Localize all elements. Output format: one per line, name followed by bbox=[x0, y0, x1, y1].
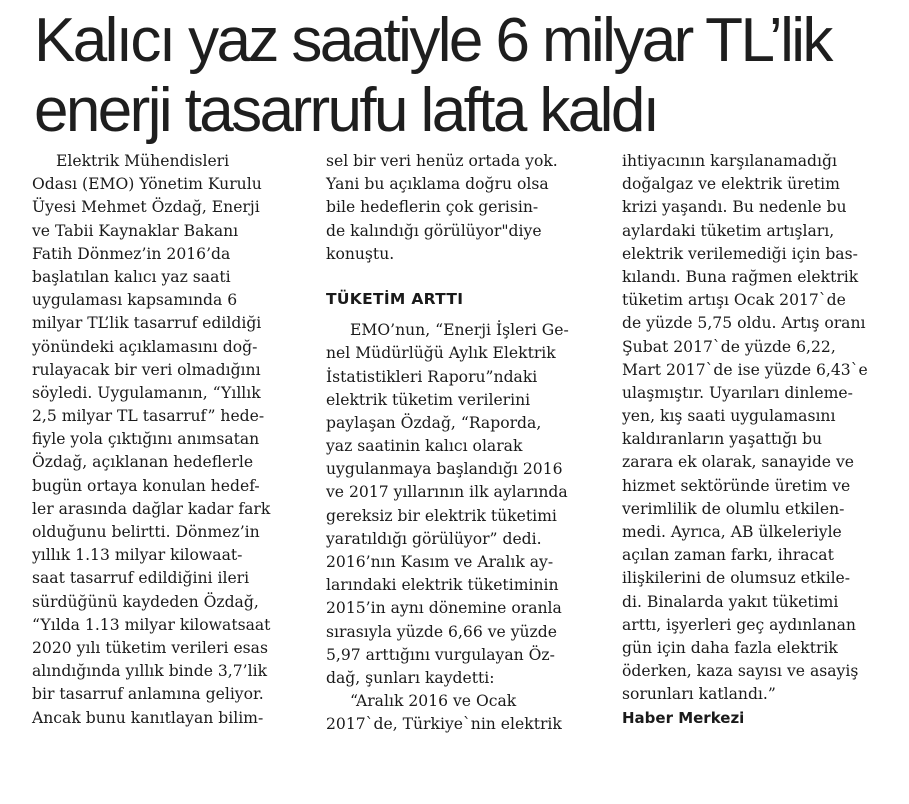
body-line: Şubat 2017`de yüzde 6,22, bbox=[622, 337, 836, 356]
body-line: 2020 yılı tüketim verileri esas bbox=[32, 638, 268, 657]
section-subheading: TÜKETİM ARTTI bbox=[326, 289, 464, 308]
body-line: ve 2017 yıllarının ilk aylarında bbox=[326, 483, 568, 502]
body-line: olduğunu belirtti. Dönmez’in bbox=[32, 523, 260, 541]
body-line: 2015’in aynı dönemine oranla bbox=[326, 599, 562, 618]
body-line: arttı, işyerleri geç aydınlanan bbox=[622, 615, 856, 634]
article-column-2 bbox=[326, 150, 596, 737]
body-line: elektrik verilemediği için bas- bbox=[622, 244, 858, 263]
body-line: doğalgaz ve elektrik üretim bbox=[622, 175, 840, 194]
body-line: kılandı. Buna rağmen elektrik bbox=[622, 267, 859, 286]
body-line: Elektrik Mühendisleri bbox=[56, 152, 230, 170]
body-line: sel bir veri henüz ortada yok. bbox=[326, 152, 558, 170]
body-line: medi. Ayrıca, AB ülkeleriyle bbox=[622, 523, 842, 541]
body-line: ilişkilerini de olumsuz etkile- bbox=[622, 569, 851, 588]
body-line: yaratıldığı görülüyor” dedi. bbox=[326, 529, 542, 548]
body-line: EMO’nun, “Enerji İşleri Ge- bbox=[350, 321, 569, 340]
body-line: 5,97 arttığını vurgulayan Öz- bbox=[326, 645, 555, 664]
body-line: saat tasarruf edildiğini ileri bbox=[32, 569, 250, 588]
body-line: krizi yaşandı. Bu nedenle bu bbox=[622, 198, 847, 217]
body-line: 2017`de, Türkiye`nin elektrik bbox=[326, 715, 562, 734]
body-line: tüketim artışı Ocak 2017`de bbox=[622, 291, 846, 310]
headline-line-1: Kalıcı yaz saatiyle 6 milyar TL’lik bbox=[34, 6, 831, 75]
body-line: hizmet sektöründe üretim ve bbox=[622, 476, 851, 495]
body-line: bile hedeflerin çok gerisin- bbox=[326, 198, 539, 217]
body-line: konuştu. bbox=[326, 244, 395, 263]
body-line: uygulaması kapsamında 6 bbox=[32, 291, 238, 310]
body-line: Özdağ, açıklanan hedeflerle bbox=[32, 453, 254, 472]
body-line: de kalındığı görülüyor"diye bbox=[326, 221, 542, 240]
article-byline: Haber Merkezi bbox=[622, 708, 745, 727]
body-line: yıllık 1.13 milyar kilowaat- bbox=[32, 546, 243, 565]
body-line: ler arasında dağlar kadar fark bbox=[32, 499, 271, 518]
body-line: ve Tabii Kaynaklar Bakanı bbox=[32, 221, 239, 240]
body-line: Mart 2017`de ise yüzde 6,43`e bbox=[622, 360, 868, 379]
body-line: “Aralık 2016 ve Ocak bbox=[350, 692, 517, 711]
body-line: söyledi. Uygulamanın, “Yıllık bbox=[32, 383, 261, 402]
body-line: Ancak bunu kanıtlayan bilim- bbox=[32, 708, 264, 727]
body-line: açılan zaman farkı, ihracat bbox=[622, 546, 834, 565]
body-line: gereksiz bir elektrik tüketimi bbox=[326, 506, 557, 525]
body-line: bir tasarruf anlamına geliyor. bbox=[32, 685, 264, 704]
body-line: ulaşmıştır. Uyarıları dinleme- bbox=[622, 383, 853, 402]
body-line: zarara ek olarak, sanayide ve bbox=[622, 453, 855, 472]
body-line: di. Binalarda yakıt tüketimi bbox=[622, 592, 839, 611]
body-line: “Yılda 1.13 milyar kilowatsaat bbox=[32, 615, 271, 634]
body-line: verimlilik de olumlu etkilen- bbox=[622, 499, 845, 518]
body-line: milyar TL’lik tasarruf edildiği bbox=[32, 314, 262, 333]
body-line: ihtiyacının karşılanamadığı bbox=[622, 152, 837, 170]
headline-line-2: enerji tasarrufu lafta kaldı bbox=[34, 76, 658, 145]
body-line: larındaki elektrik tüketiminin bbox=[326, 576, 559, 595]
body-line: 2016’nın Kasım ve Aralık ay- bbox=[326, 553, 554, 571]
body-line: yaz saatinin kalıcı olarak bbox=[326, 437, 523, 456]
body-line: elektrik tüketim verilerini bbox=[326, 390, 531, 409]
body-line: Fatih Dönmez’in 2016’da bbox=[32, 244, 231, 263]
body-line: fiyle yola çıktığını anımsatan bbox=[32, 430, 260, 449]
body-line: 2,5 milyar TL tasarruf” hede- bbox=[32, 407, 265, 426]
body-line: sırasıyla yüzde 6,66 ve yüzde bbox=[326, 622, 557, 641]
article-headline bbox=[34, 6, 894, 146]
body-line: dağ, şunları kaydetti: bbox=[326, 668, 495, 687]
body-line: gün için daha fazla elektrik bbox=[622, 638, 838, 657]
body-line: sorunları katlandı.” bbox=[622, 685, 776, 704]
body-line: aylardaki tüketim artışları, bbox=[622, 221, 835, 240]
body-line: de yüzde 5,75 oldu. Artış oranı bbox=[622, 314, 866, 333]
article-column-3 bbox=[622, 150, 890, 730]
body-line: paylaşan Özdağ, “Raporda, bbox=[326, 413, 542, 432]
body-line: Odası (EMO) Yönetim Kurulu bbox=[32, 175, 262, 194]
body-line: Yani bu açıklama doğru olsa bbox=[326, 175, 549, 194]
body-line: sürdüğünü kaydeden Özdağ, bbox=[32, 592, 259, 611]
body-line: öderken, kaza sayısı ve asayiş bbox=[622, 662, 859, 681]
article-column-1 bbox=[32, 150, 300, 730]
body-line: rulayacak bir veri olmadığını bbox=[32, 360, 261, 379]
body-line: başlatılan kalıcı yaz saati bbox=[32, 267, 231, 286]
body-line: nel Müdürlüğü Aylık Elektrik bbox=[326, 344, 556, 363]
body-line: yen, kış saati uygulamasını bbox=[622, 407, 836, 426]
body-line: bugün ortaya konulan hedef- bbox=[32, 476, 260, 495]
body-line: İstatistikleri Raporu”ndaki bbox=[326, 367, 538, 386]
body-line: kaldıranların yaşattığı bu bbox=[622, 430, 823, 449]
body-line: Üyesi Mehmet Özdağ, Enerji bbox=[32, 198, 260, 217]
body-line: uygulanmaya başlandığı 2016 bbox=[326, 460, 563, 479]
body-line: yönündeki açıklamasını doğ- bbox=[32, 337, 258, 356]
body-line: alındığında yıllık binde 3,7’lik bbox=[32, 662, 268, 681]
